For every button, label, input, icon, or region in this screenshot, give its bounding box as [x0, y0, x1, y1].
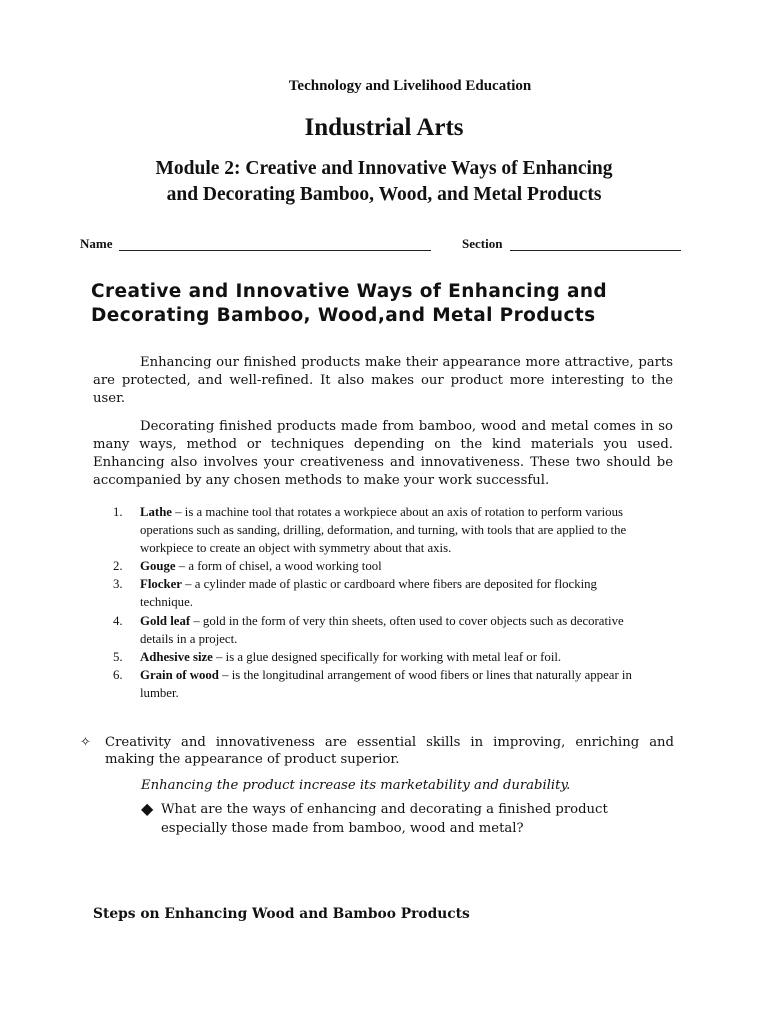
term-label: Gouge	[140, 559, 176, 573]
term-label: Lathe	[140, 505, 172, 519]
term-definition: – gold in the form of very thin sheets, often used to cover objects such as decorative details in a project.	[140, 614, 624, 646]
section-heading	[91, 280, 691, 328]
module-title	[60, 156, 708, 208]
term-definition: – is a glue designed specifically for working with metal leaf or foil.	[212, 650, 562, 664]
bullet-note	[80, 734, 674, 768]
name-label: Name	[80, 236, 113, 251]
section-label: Section	[462, 236, 503, 251]
document-title: Industrial Arts	[304, 114, 464, 141]
term-label: Adhesive size	[140, 650, 213, 664]
list-item: 4. Gold leaf – gold in the form of very thin sheets, often used to cover objects such as decorative details in a project.	[113, 614, 624, 646]
star-bullet-icon: ✧	[80, 735, 91, 750]
term-definition: – is a machine tool that rotates a workpiece about an axis of rotation to perform various operations such as sanding, drilling, deformation, and turning, with tools that are applied to the workpiece to create an object with symmetry about that axis.	[140, 505, 627, 555]
module-title-line-1: Module 2: Creative and Innovative Ways of Enhancing	[155, 158, 613, 179]
list-item: 3. Flocker – a cylinder made of plastic or cardboard where fibers are deposited for flocking technique.	[113, 577, 597, 609]
module-title-line-2: and Decorating Bamboo, Wood, and Metal Products	[166, 184, 602, 205]
question-line-1: What are the ways of enhancing and decorating a finished product	[161, 802, 608, 817]
steps-heading: Steps on Enhancing Wood and Bamboo Products	[93, 906, 470, 922]
decorating-paragraph: Decorating finished products made from bamboo, wood and metal comes in so many ways, method or techniques depending on the kind materials you used. Enhancing also involves your creativeness and innovativeness. These two should be accompanied by any chosen methods to make your work successful.	[93, 419, 673, 488]
subject-title: Technology and Livelihood Education	[288, 78, 532, 94]
term-label: Grain of wood	[140, 668, 219, 682]
emphasis-text: Enhancing the product increase its marketability and durability.	[141, 778, 571, 793]
section-heading-line-1: Creative and Innovative Ways of Enhancing and	[91, 281, 608, 302]
term-definition: – a cylinder made of plastic or cardboard where fibers are deposited for flocking technique.	[140, 577, 597, 609]
question-block	[141, 800, 641, 838]
terms-list	[113, 503, 653, 702]
term-definition: – is the longitudinal arrangement of wood fibers or lines that naturally appear in lumber.	[140, 668, 632, 700]
question-line-2: especially those made from bamboo, wood and metal?	[161, 821, 524, 836]
diamond-bullet-icon: ◆	[141, 799, 154, 818]
list-item: 1. Lathe – is a machine tool that rotates a workpiece about an axis of rotation to perform various operations such as sanding, drilling, deformation, and turning, with tools that are applied to the workpiece to create an object with symmetry about that axis.	[113, 505, 627, 555]
bullet-text: Creativity and innovativeness are essential skills in improving, enriching and making the appearance of product superior.	[105, 735, 674, 767]
intro-paragraph: Enhancing our finished products make their appearance more attractive, parts are protected, and well-refined. It also makes our product more interesting to the user.	[93, 355, 673, 406]
term-definition: – a form of chisel, a wood working tool	[175, 559, 382, 573]
term-label: Gold leaf	[140, 614, 191, 628]
list-item: 5. Adhesive size – is a glue designed specifically for working with metal leaf or foil.	[113, 650, 562, 664]
section-field-line[interactable]	[510, 250, 681, 251]
list-item: 2. Gouge – a form of chisel, a wood working tool	[113, 559, 382, 573]
name-field-line[interactable]	[119, 250, 431, 251]
list-item: 6. Grain of wood – is the longitudinal arrangement of wood fibers or lines that naturally appear in lumber.	[113, 668, 632, 700]
section-heading-line-2: Decorating Bamboo, Wood,and Metal Products	[91, 305, 596, 326]
term-label: Flocker	[140, 577, 182, 591]
question-text	[161, 800, 641, 838]
